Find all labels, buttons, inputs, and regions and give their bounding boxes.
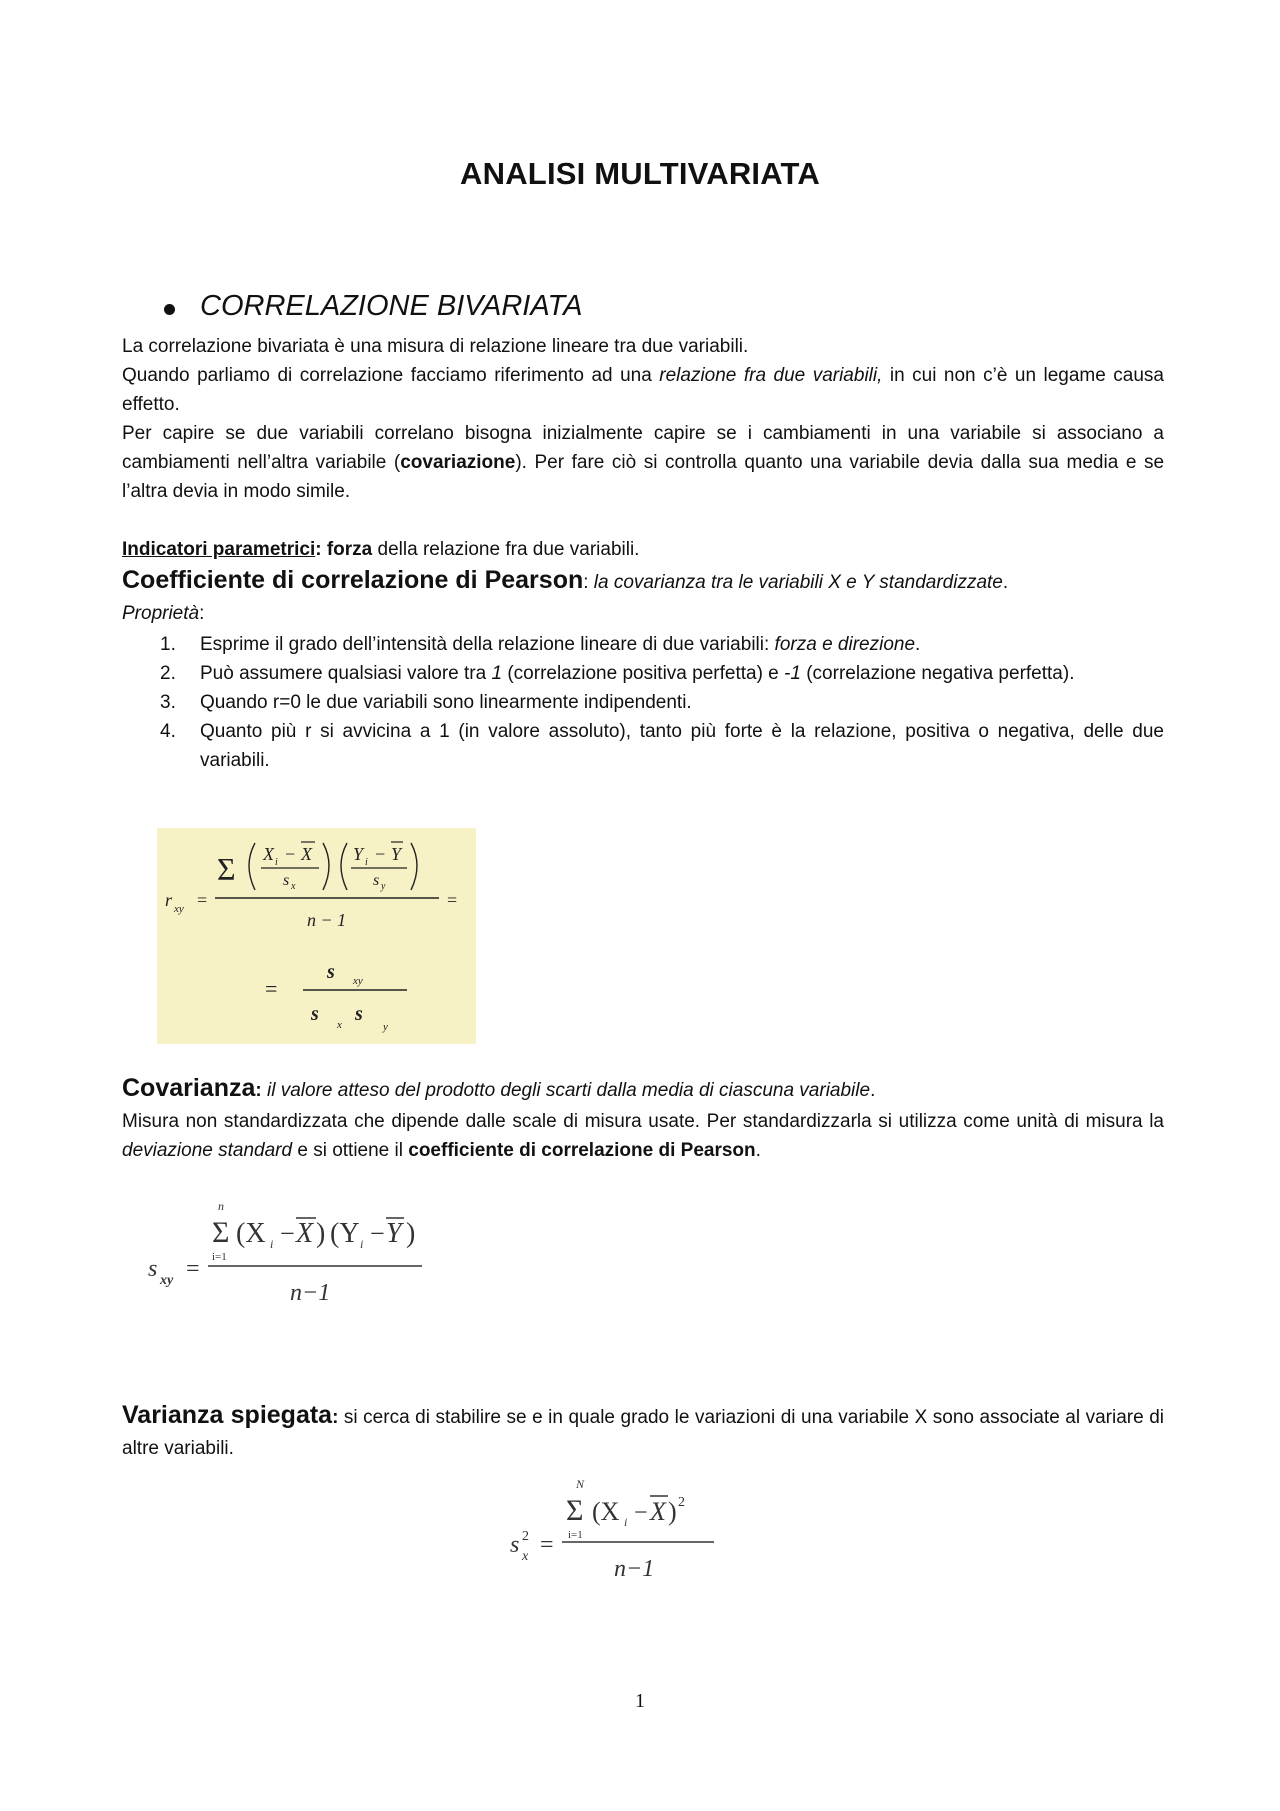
varianza-block xyxy=(122,1400,1164,1464)
pearson-colon: : xyxy=(583,572,594,593)
var-s: s xyxy=(510,1532,520,1558)
var-num-minus: − xyxy=(634,1500,648,1526)
var-upper: N xyxy=(576,1477,585,1491)
var-num: (X xyxy=(592,1497,620,1526)
intro-p2-text: Quando parliamo di correlazione facciamo riferimento ad una xyxy=(122,365,660,386)
var-num-close: ) xyxy=(668,1497,677,1526)
list-text: Può assumere qualsiasi valore tra xyxy=(200,663,492,684)
cov-num-minus2: − xyxy=(370,1219,385,1248)
cov-num-xbar: X xyxy=(296,1218,314,1249)
formula-s-y-sub: y xyxy=(383,1021,388,1033)
cov-num-close: ) xyxy=(316,1218,326,1249)
properties-label: Proprietà xyxy=(122,603,200,624)
formula-s-y: s xyxy=(355,1003,363,1025)
covarianza-paragraph xyxy=(122,1107,1164,1165)
cov-eq: = xyxy=(186,1256,200,1282)
list-italic: forza e direzione xyxy=(774,634,916,655)
list-text: Quando r=0 le due variabili sono linearmente indipendenti. xyxy=(200,692,692,713)
formula-sx: s xyxy=(283,872,290,889)
covariance-formula xyxy=(140,1198,440,1318)
varianza-line xyxy=(122,1400,1164,1464)
intro-p2-text-after: in cui non c’è un legame causa effetto. xyxy=(122,365,1164,415)
intro-paragraph-1: La correlazione bivariata è una misura di relazione lineare tra due variabili. xyxy=(122,336,749,357)
covarianza-colon: : xyxy=(255,1080,267,1101)
list-item xyxy=(122,717,1164,775)
intro-paragraph-2 xyxy=(122,361,1164,419)
intro-p3-text-after: ). Per fare ciò si controlla quanto una variabile devia dalla sua media e se l’altra devia in modo simile. xyxy=(122,452,1165,502)
covarianza-text: Misura non standardizzata che dipende dalle scale di misura usate. Per standardizzarla si utilizza come unità di misura la xyxy=(122,1111,1164,1132)
list-text: Quanto più r si avvicina a 1 (in valore assoluto), tanto più forte è la relazione, positiva o negativa, delle due variabili. xyxy=(200,721,1164,771)
cov-denominator: n−1 xyxy=(290,1280,331,1306)
cov-sub: xy xyxy=(160,1273,174,1288)
var-sigma: Σ xyxy=(566,1494,584,1527)
formula-minus-2: − xyxy=(375,844,386,864)
cov-num-close2: ) xyxy=(406,1218,416,1249)
page-number: 1 xyxy=(635,1690,645,1712)
formula-r-sub: xy xyxy=(174,903,184,915)
formula-n-minus-1: n − 1 xyxy=(307,910,347,930)
properties-colon: : xyxy=(199,603,205,624)
cov-num-i2: i xyxy=(360,1237,364,1251)
var-sub: x xyxy=(522,1549,529,1564)
list-italic: 1 xyxy=(491,663,503,684)
formula-xi: X xyxy=(263,844,274,864)
indicatori-colon: : xyxy=(315,539,322,560)
formula-s-x: s xyxy=(311,1003,319,1025)
formula-s-x-sub: x xyxy=(337,1019,342,1031)
covarianza-line xyxy=(122,1072,1164,1107)
var-num-xbar: X xyxy=(650,1497,666,1526)
cov-num-i: i xyxy=(270,1237,274,1251)
pearson-formula xyxy=(157,828,476,1044)
formula-eq-1: = xyxy=(197,890,208,910)
pearson-definition: la covarianza tra le variabili X e Y standardizzate xyxy=(593,572,1003,593)
cov-upper: n xyxy=(218,1199,224,1213)
list-number: 4. xyxy=(160,721,176,742)
cov-sigma: Σ xyxy=(212,1216,230,1249)
var-denominator: n−1 xyxy=(614,1556,655,1582)
formula-xi-sub: i xyxy=(275,857,278,868)
covarianza-block xyxy=(122,1072,1164,1165)
covarianza-heading: Covarianza xyxy=(122,1074,256,1102)
intro-p2-italic: relazione fra due variabili, xyxy=(659,365,883,386)
formula-r: r xyxy=(165,890,173,910)
indicatori-label: Indicatori parametrici xyxy=(122,539,316,560)
formula-minus-1: − xyxy=(285,844,296,864)
covarianza-text-after: . xyxy=(755,1140,761,1161)
formula-sx-sub: x xyxy=(291,881,296,892)
list-text-after: (correlazione negativa perfetta). xyxy=(800,663,1075,684)
variance-formula-svg xyxy=(500,1476,740,1596)
covarianza-period: . xyxy=(870,1080,876,1101)
covarianza-text-middle: e si ottiene il xyxy=(292,1140,409,1161)
varianza-rest: si cerca di stabilire se e in quale grado le variazioni di una variabile X sono associate al variare di altre variabili. xyxy=(122,1407,1165,1459)
intro-paragraph-3 xyxy=(122,419,1164,506)
list-text: Esprime il grado dell’intensità della relazione lineare di due variabili: xyxy=(200,634,775,655)
list-number: 2. xyxy=(160,663,176,684)
intro-text xyxy=(122,332,1164,506)
var-lower: i=1 xyxy=(568,1529,583,1541)
indicatori-rest: della relazione fra due variabili. xyxy=(372,539,640,560)
list-text-after: . xyxy=(915,634,921,655)
formula-sxy: s xyxy=(327,961,335,983)
formula-yi-sub: i xyxy=(365,857,368,868)
formula-sy-sub: y xyxy=(381,881,386,892)
cov-num-minus: − xyxy=(280,1219,295,1248)
formula-eq-2: = xyxy=(447,890,458,910)
formula-sxy-sub: xy xyxy=(353,975,363,987)
section-heading-correlazione: CORRELAZIONE BIVARIATA xyxy=(200,290,583,322)
list-text-middle: (correlazione positiva perfetta) e xyxy=(502,663,785,684)
cov-lower: i=1 xyxy=(212,1251,227,1263)
formula-ybar: Y xyxy=(391,844,402,864)
list-italic-2: -1 xyxy=(784,663,801,684)
intro-p3-bold: covariazione xyxy=(400,452,516,473)
properties-label-line xyxy=(122,599,1164,628)
formula-xbar: X xyxy=(301,844,312,864)
cov-s: s xyxy=(148,1256,158,1282)
cov-num-x: (X xyxy=(236,1218,266,1249)
var-sup: 2 xyxy=(522,1529,529,1544)
pearson-line xyxy=(122,564,1164,599)
pearson-period: . xyxy=(1002,572,1009,593)
formula-eq-3: = xyxy=(265,976,278,1001)
covariance-formula-svg xyxy=(140,1198,440,1318)
properties-list xyxy=(122,630,1164,775)
covarianza-italic: deviazione standard xyxy=(122,1140,293,1161)
var-eq: = xyxy=(540,1532,554,1558)
list-number: 1. xyxy=(160,634,176,655)
list-item xyxy=(122,688,1164,717)
cov-num-ybar: Y xyxy=(386,1218,402,1249)
pearson-formula-svg xyxy=(157,828,476,1044)
pearson-heading: Coefficiente di correlazione di Pearson xyxy=(122,566,584,594)
formula-sigma: Σ xyxy=(217,851,236,887)
formula-sy: s xyxy=(373,872,380,889)
formula-yi: Y xyxy=(353,844,364,864)
list-item xyxy=(122,630,1164,659)
covarianza-definition: il valore atteso del prodotto degli scarti dalla media di ciascuna variabile xyxy=(267,1080,871,1101)
bullet-dot xyxy=(164,304,175,315)
page-title: ANALISI MULTIVARIATA xyxy=(460,156,820,191)
varianza-heading: Varianza spiegata xyxy=(122,1401,333,1429)
indicatori-line xyxy=(122,535,1164,564)
cov-num-y: (Y xyxy=(330,1218,360,1249)
indicatori-bold: forza xyxy=(326,539,373,560)
varianza-colon: : xyxy=(332,1407,339,1428)
list-item xyxy=(122,659,1164,688)
var-exp: 2 xyxy=(678,1495,685,1510)
intro-p3-text: Per capire se due variabili correlano bisogna inizialmente capire se i cambiamenti in una variabile si associano a cambiamenti nell’altra variabile ( xyxy=(122,423,1164,473)
variance-formula xyxy=(500,1476,740,1596)
indicatori-block xyxy=(122,535,1164,628)
list-number: 3. xyxy=(160,692,176,713)
var-num-i: i xyxy=(624,1515,628,1529)
covarianza-bold: coefficiente di correlazione di Pearson xyxy=(408,1140,756,1161)
